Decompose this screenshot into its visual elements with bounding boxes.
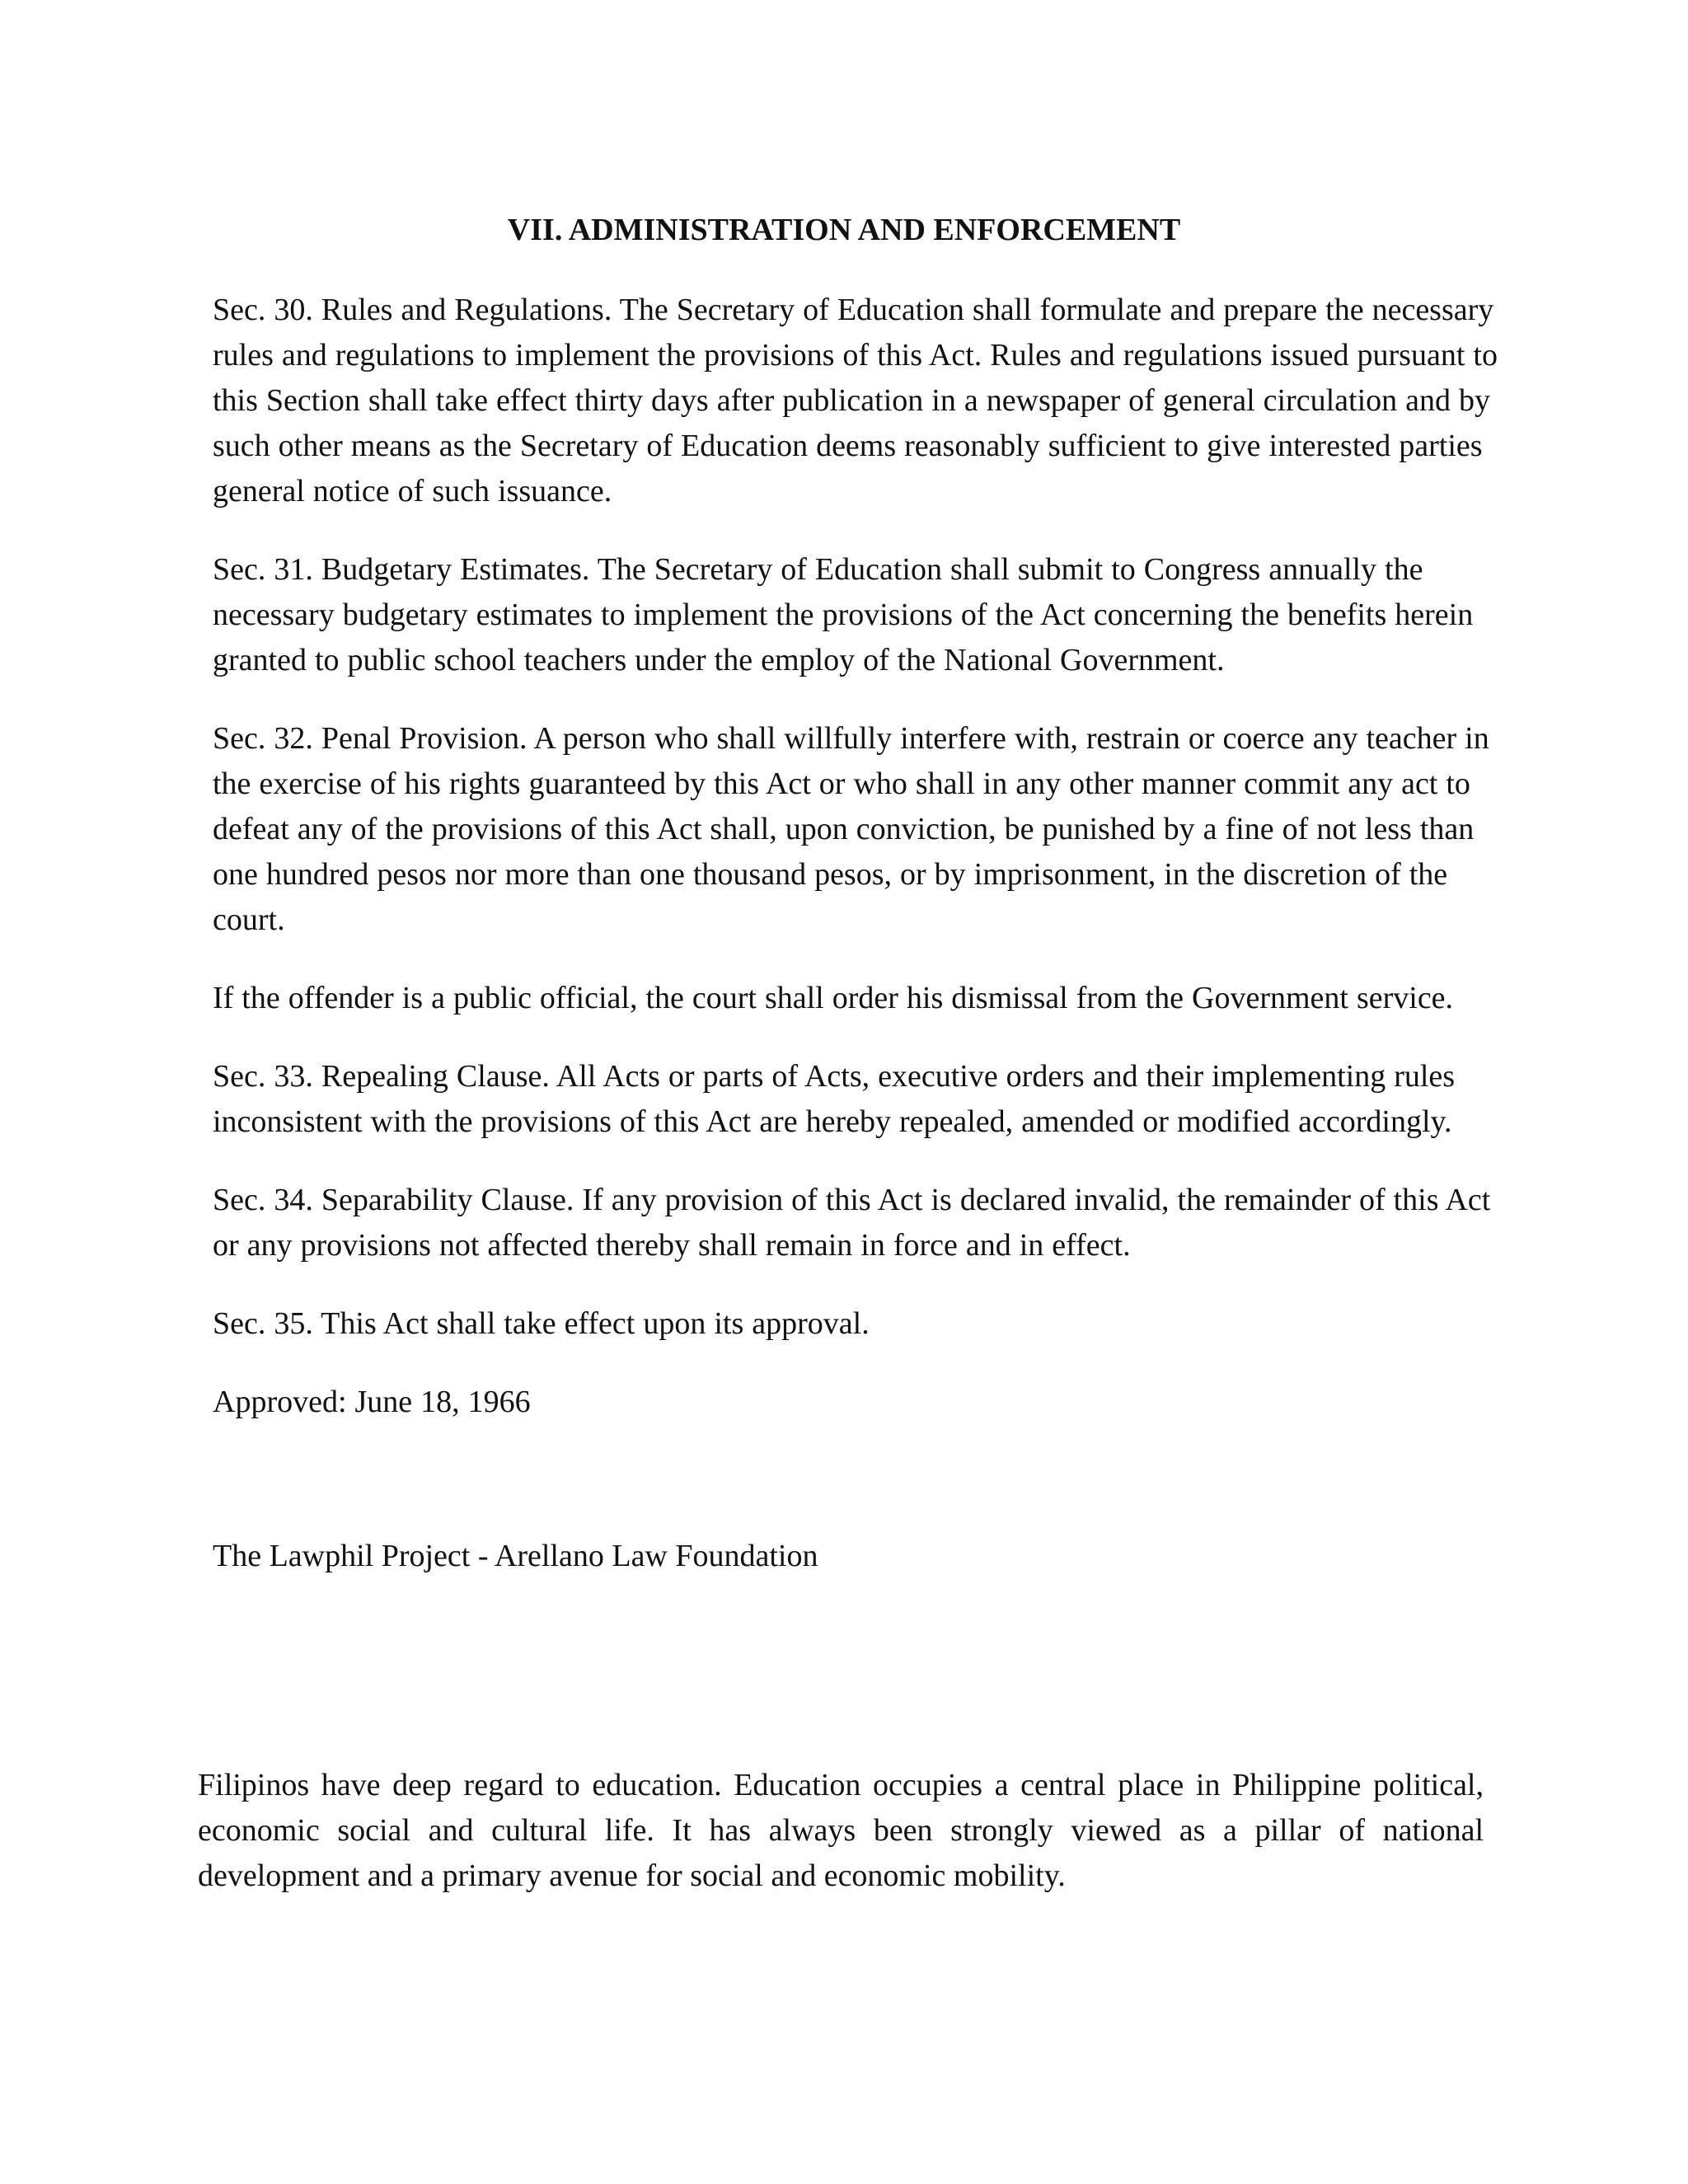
paragraph-sec-30: Sec. 30. Rules and Regulations. The Secretary of Education shall formulate and prepare the necessary rules and regulations to implement the provisions of this Act. Rules and regulations issued pursuant to this Section shall take effect thirty days after publication in a newspaper of general circulation and by such other means as the Secretary of Education deems reasonably sufficient to give interested parties general notice of such issuance. (213, 293, 1498, 509)
section-heading: VII. ADMINISTRATION AND ENFORCEMENT (507, 213, 1181, 247)
spacer (213, 1458, 1498, 1534)
source-credit: The Lawphil Project - Arellano Law Foundation (213, 1539, 818, 1573)
paragraph-sec-35: Sec. 35. This Act shall take effect upon its approval. (213, 1306, 870, 1341)
closing-paragraph: Filipinos have deep regard to education. Education occupies a central place in Philippine political, economic social and cultural life. It has always been strongly viewed as a pillar of national development and a primary avenue for social and economic mobility. (198, 1768, 1484, 1893)
paragraph-sec-32: Sec. 32. Penal Provision. A person who shall willfully interfere with, restrain or coerce any teacher in the exercise of his rights guaranteed by this Act or who shall in any other manner commit any act to defeat any of the provisions of this Act shall, upon conviction, be punished by a fine of not less than one hundred pesos nor more than one thousand pesos, or by imprisonment, in the discretion of the court. (213, 721, 1489, 937)
document-body (213, 288, 1498, 1579)
approval-date: Approved: June 18, 1966 (213, 1385, 531, 1419)
paragraph-offender-official: If the offender is a public official, the court shall order his dismissal from the Government service. (213, 981, 1454, 1015)
paragraph-sec-34: Sec. 34. Separability Clause. If any provision of this Act is declared invalid, the remainder of this Act or any provisions not affected thereby shall remain in force and in effect. (213, 1183, 1491, 1263)
paragraph-sec-33: Sec. 33. Repealing Clause. All Acts or parts of Acts, executive orders and their implementing rules inconsistent with the provisions of this Act are hereby repealed, amended or modified accordingly. (213, 1059, 1456, 1139)
paragraph-sec-31: Sec. 31. Budgetary Estimates. The Secretary of Education shall submit to Congress annually the necessary budgetary estimates to implement the provisions of the Act concerning the benefits herein granted to public school teachers under the employ of the National Government. (213, 552, 1474, 677)
